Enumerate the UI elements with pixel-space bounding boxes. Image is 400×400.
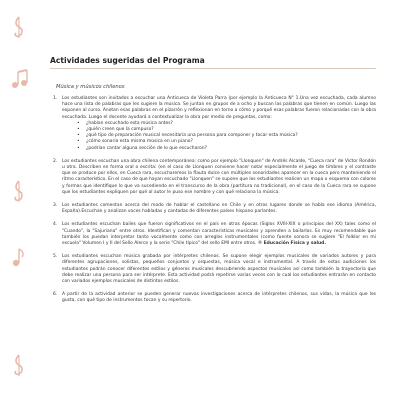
item-number: 3. (53, 203, 58, 209)
question-item: • ¿podrían cantar alguna sección de lo que escucharon? (86, 146, 376, 152)
list-item (50, 96, 376, 152)
list-item (50, 254, 376, 285)
item-number: 2. (53, 158, 58, 164)
item-number: 5. (53, 254, 58, 260)
item-text: Los estudiantes escuchan una obra chilena contemporánea: como por ejemplo "Llonquen" de Andrés Alcalde, "Cueca rara" de Víctor Rondón u otra. Describen en forma oral o escrita: (en el caso de Llonquen conviene hacer notar especialmente el juego de timbres y el contraste que se produce por ellos, en Cueca rara, escucharemos la flauta dulce con múltiples sonoridades aparecer en la cueca pero manteniendo el ritmo característico. En el caso de que hayan escuchado "Llonquen" se supone que los estudiantes realicen un mapa o esquema con colores y formas que identifique lo que va sucediendo en el transcurso de la obra (partitura no tradicional), en el caso de la Cueca rara se supone que los estudiantes expliquen por qué al autor le puso ese nombre y con qué relaciona la música. (62, 158, 376, 195)
item-text: Los estudiantes escuchan bailes que fueron significativos en el país en otras épocas (Siglos XVIII-XIX o principios del XX) tales como el "Cuando", la "Sajuriana" entre otros. Identifican y comentan características musicales y aprenden a bailarlos. Es muy recomendable que también los puedan interpretar tanto vocalmente como con arreglos instrumentales (como fuente sonora se sugiere "El folklor en mi escuela" Volumen I y II del Sello Alerce y la serie "Chile típico" del sello EMI entre otros. ® (62, 222, 376, 247)
question-item: • ¿cómo sonaría esta misma música en un piano? (86, 139, 376, 145)
list-item (50, 203, 376, 215)
notes-icon (6, 66, 32, 92)
gclef-icon (6, 178, 32, 204)
activity-list (50, 96, 376, 312)
item-text: Los estudiantes son invitados a escuchar una Anticueca de Violeta Parra (por ejemplo la Anticueca N° 1.Una vez escuchada, cada alumno hace una lista de palabras que les sugiere la música. Se juntan en grupos de a ocho y buscan las palabras que tienen en común. Luego las exponen al curso. Anotan esas palabras en el pizarrón y reflexionan en torno a cómo y porqué esas palabras fueron relacionadas con la obra escuchada. Luego el docente ayudará a contextualizar la obra por medio de preguntas, como: (62, 96, 376, 120)
item-number: 4. (53, 222, 58, 228)
gclef-icon (6, 352, 32, 378)
subject-reference: Educación Física y salud. (263, 241, 327, 247)
title-divider (50, 68, 376, 69)
list-item (50, 159, 376, 196)
question-item: • ¿habían escuchado esta música antes? (86, 121, 376, 127)
question-list (62, 121, 376, 152)
list-item (50, 222, 376, 247)
question-item: • ¿quién creen que la compuso? (86, 127, 376, 133)
item-text: Los estudiantes comentan acerca del modo de hablar el castellano en Chile y en otros lugares donde se habla ese idioma (América, España).Escuchan y analizan voces habladas y cantadas de diferentes países hispano parlantes. (62, 203, 376, 215)
gclef-icon (6, 14, 32, 40)
page-content (50, 0, 380, 400)
question-item: • ¿qué tipo de preparación musical necesitaría una persona para componer y tocar esta música? (86, 133, 376, 139)
item-text: Los estudiantes escuchan música grabada por intérpretes chilenos. Se supone elegir ejemplos musicales de variados autores y para diferentes agrupaciones, solistas, pequeños conjuntos y orquestas, música vocal e instrumental. A través de estas audiciones los estudiantes podrán conocer diferentes estilos y géneros musicales descubriendo aspectos musicales así como también la trayectoria que debe realizar una persona para ser intérprete. Esta actividad podrá repetirse varias veces con lo cual los estudiantes entrarán en contacto con variados ejemplos musicales de distintos estilos. (62, 254, 376, 285)
decorative-margin (0, 0, 40, 400)
item-number: 6. (53, 292, 58, 298)
page-title: Actividades sugeridas del Programa (50, 56, 205, 65)
item-text: A partir de la actividad anterior se pueden generar nuevas investigaciones acerca de intérpretes chilenos, sus vidas, la música que les gusta, con qué tipo de instrumentos tocan y su repertorio. (62, 292, 376, 304)
list-item (50, 292, 376, 304)
item-number: 1. (53, 96, 58, 101)
section-title: Música y músicos chilenos (56, 84, 125, 90)
notes-icon (6, 244, 32, 270)
